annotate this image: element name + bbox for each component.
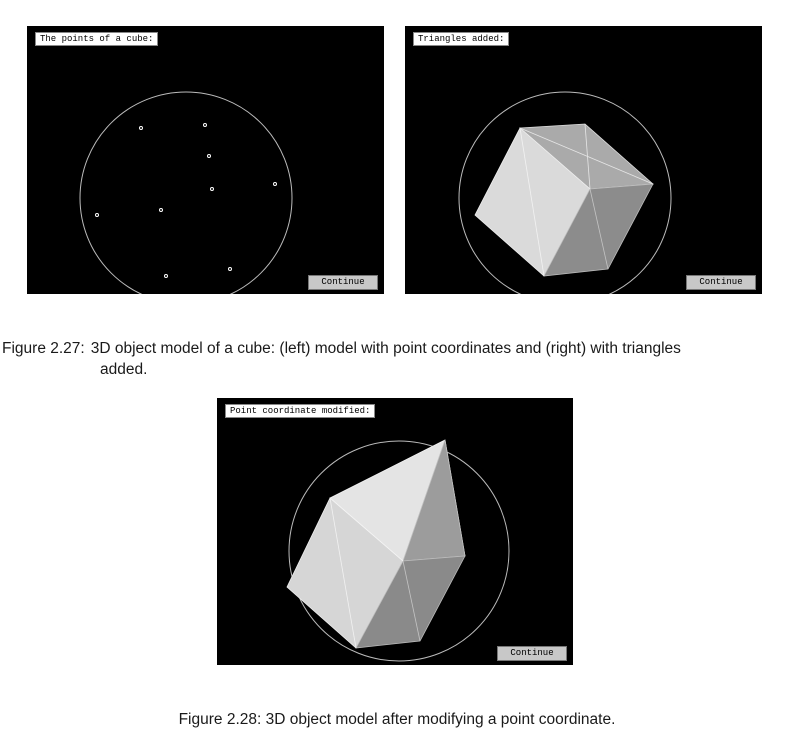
cube-point <box>208 155 211 158</box>
caption-continuation: added. <box>100 361 148 378</box>
cube-point <box>204 124 207 127</box>
caption-text: 3D object model of a cube: (left) model with point coordinates and (right) with triangles <box>90 340 681 357</box>
cube-point <box>96 214 99 217</box>
cube-point <box>165 275 168 278</box>
triangles-viewer-panel <box>405 26 762 294</box>
viewer-title-tag: Point coordinate modified: <box>225 404 375 418</box>
continue-button[interactable]: Continue <box>686 275 756 290</box>
cube-point <box>229 268 232 271</box>
modified-viewer-panel <box>217 398 573 665</box>
modified-mesh-render <box>217 398 573 665</box>
figure-caption <box>2 340 792 358</box>
bounding-sphere <box>80 92 292 294</box>
cube-point <box>211 188 214 191</box>
cube-mesh-render <box>405 26 762 294</box>
figure-caption: Figure 2.28: 3D object model after modifying a point coordinate. <box>178 711 616 728</box>
cube-point <box>140 127 143 130</box>
cube-point <box>160 209 163 212</box>
cube-point <box>274 183 277 186</box>
continue-button[interactable]: Continue <box>308 275 378 290</box>
viewer-title-tag: The points of a cube: <box>35 32 158 46</box>
continue-button[interactable]: Continue <box>497 646 567 661</box>
points-viewer-panel <box>27 26 384 294</box>
figure-label: Figure 2.27: <box>2 340 85 357</box>
point-cloud-render <box>27 26 384 294</box>
viewer-title-tag: Triangles added: <box>413 32 509 46</box>
